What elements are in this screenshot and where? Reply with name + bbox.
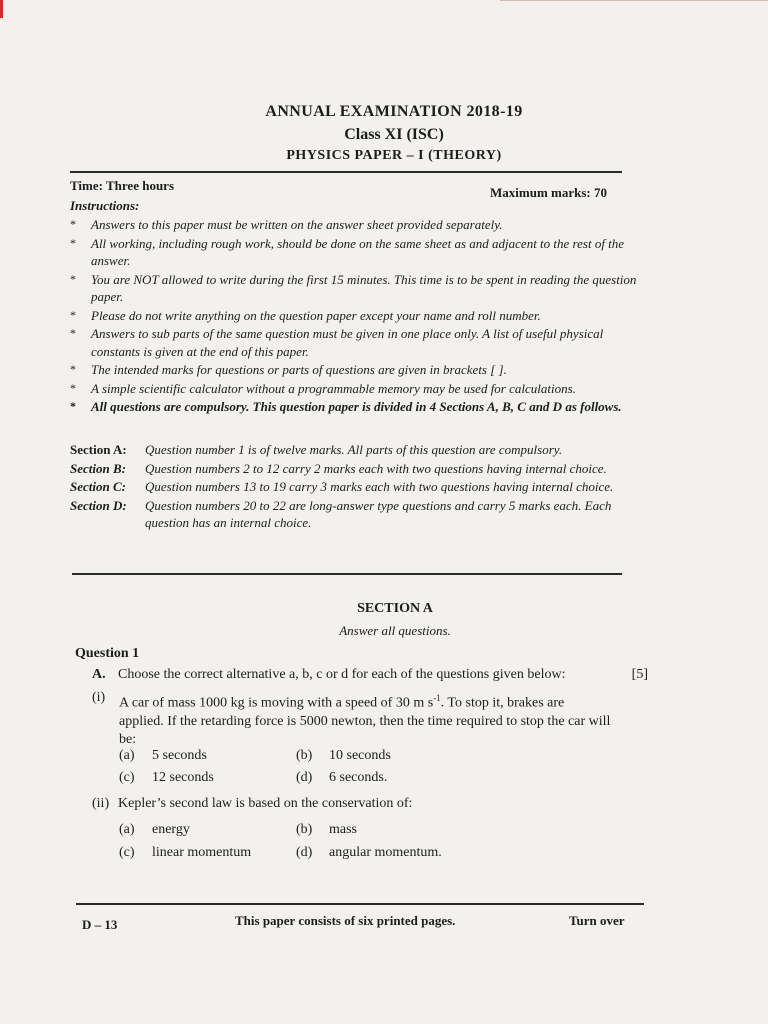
option-item: (c) 12 seconds [119, 770, 214, 785]
question-ii-text: Kepler’s second law is based on the conservation of: [118, 796, 413, 811]
question-i [92, 689, 612, 749]
section-row [70, 478, 650, 496]
question-1-title: Question 1 [75, 646, 140, 661]
instructions-list [70, 216, 650, 417]
option-item: (a) 5 seconds [119, 748, 207, 763]
top-edge-line [500, 0, 768, 1]
instruction-item: * The intended marks for questions or parts of questions are given in brackets [ ]. [70, 362, 507, 377]
bullet-star-icon: * [70, 217, 76, 231]
bullet-star-icon: * [70, 271, 76, 286]
section-row [70, 497, 650, 532]
bullet-star-icon: * [70, 380, 76, 395]
bullet-star-icon: * [70, 235, 76, 250]
section-text: Question numbers 20 to 22 are long-answer type questions and carry 5 marks each. Each question has an internal choice. [145, 497, 612, 530]
option-item: (a) energy [119, 822, 190, 837]
turn-over-label: Turn over [569, 913, 625, 928]
question-i-text: A car of mass 1000 kg is moving with a speed of 30 m $s^{-1}$. To stop it, brakes are applied. If the retarding force is 5000 newton, then the time required to stop the car will be: [119, 693, 611, 747]
section-label: Section B: [70, 460, 126, 476]
section-text: Question numbers 13 to 19 carry 3 marks each with two questions having internal choice. [145, 479, 614, 494]
part-a-label: A. [92, 667, 106, 682]
bullet-star-icon: * [70, 326, 76, 340]
instruction-item: * Answers to sub parts of the same question must be given in one place only. A list of useful physical constants is given at the end of this paper. [70, 326, 604, 359]
section-text: Question number 1 is of twelve marks. All parts of this question are compulsory. [145, 442, 563, 457]
section-a-title: SECTION A [357, 601, 433, 616]
pages-note: This paper consists of six printed pages. [235, 913, 456, 928]
section-text: Question numbers 2 to 12 carry 2 marks each with two questions having internal choice. [145, 460, 607, 476]
max-marks-label: Maximum marks: 70 [490, 185, 607, 200]
instruction-item: * Please do not write anything on the question paper except your name and roll number. [70, 307, 541, 323]
bullet-star-icon: * [70, 307, 76, 322]
section-row [70, 460, 650, 478]
bullet-star-icon: * [70, 362, 76, 376]
option-item: (c) linear momentum [119, 845, 252, 860]
red-edge-mark [0, 0, 3, 18]
part-a-text: Choose the correct alternative a, b, c or d for each of the questions given below: [118, 667, 566, 682]
instruction-item: * A simple scientific calculator without a programmable memory may be used for calculations. [70, 380, 576, 396]
class-title: Class XI (ISC) [344, 126, 444, 143]
header-divider [70, 171, 622, 173]
section-label: Section C: [70, 479, 126, 494]
sections-list [70, 441, 650, 533]
instruction-item: * You are NOT allowed to write during the first 15 minutes. This time is to be spent in reading the question paper. [70, 271, 637, 304]
question-i-number: (i) [92, 690, 106, 705]
section-row [70, 441, 650, 459]
footer-divider [76, 903, 644, 905]
exam-title: ANNUAL EXAMINATION 2018-19 [265, 103, 523, 120]
instruction-item: * Answers to this paper must be written on the answer sheet provided separately. [70, 217, 503, 232]
paper-title: PHYSICS PAPER – I (THEORY) [286, 148, 502, 163]
section-label: Section A: [70, 442, 127, 457]
question-ii [92, 796, 412, 812]
question-ii-number: (ii) [92, 796, 110, 811]
bullet-star-icon: * [70, 399, 76, 413]
sections-divider [72, 573, 622, 575]
section-a-subtitle: Answer all questions. [339, 623, 451, 638]
option-item: (b) 10 seconds [296, 748, 391, 763]
instruction-item: * All questions are compulsory. This question paper is divided in 4 Sections A, B, C and D as follows. [70, 399, 622, 414]
instructions-title: Instructions: [70, 198, 140, 213]
instruction-item: * All working, including rough work, should be done on the same sheet as and adjacent to the rest of the answer. [70, 235, 625, 268]
section-label: Section D: [70, 497, 127, 513]
time-label: Time: Three hours [70, 178, 175, 193]
paper-code: D – 13 [82, 917, 118, 932]
option-item: (b) mass [296, 822, 357, 837]
option-item: (d) angular momentum. [296, 845, 442, 860]
part-a-marks: [5] [631, 667, 648, 682]
option-item: (d) 6 seconds. [296, 770, 388, 785]
